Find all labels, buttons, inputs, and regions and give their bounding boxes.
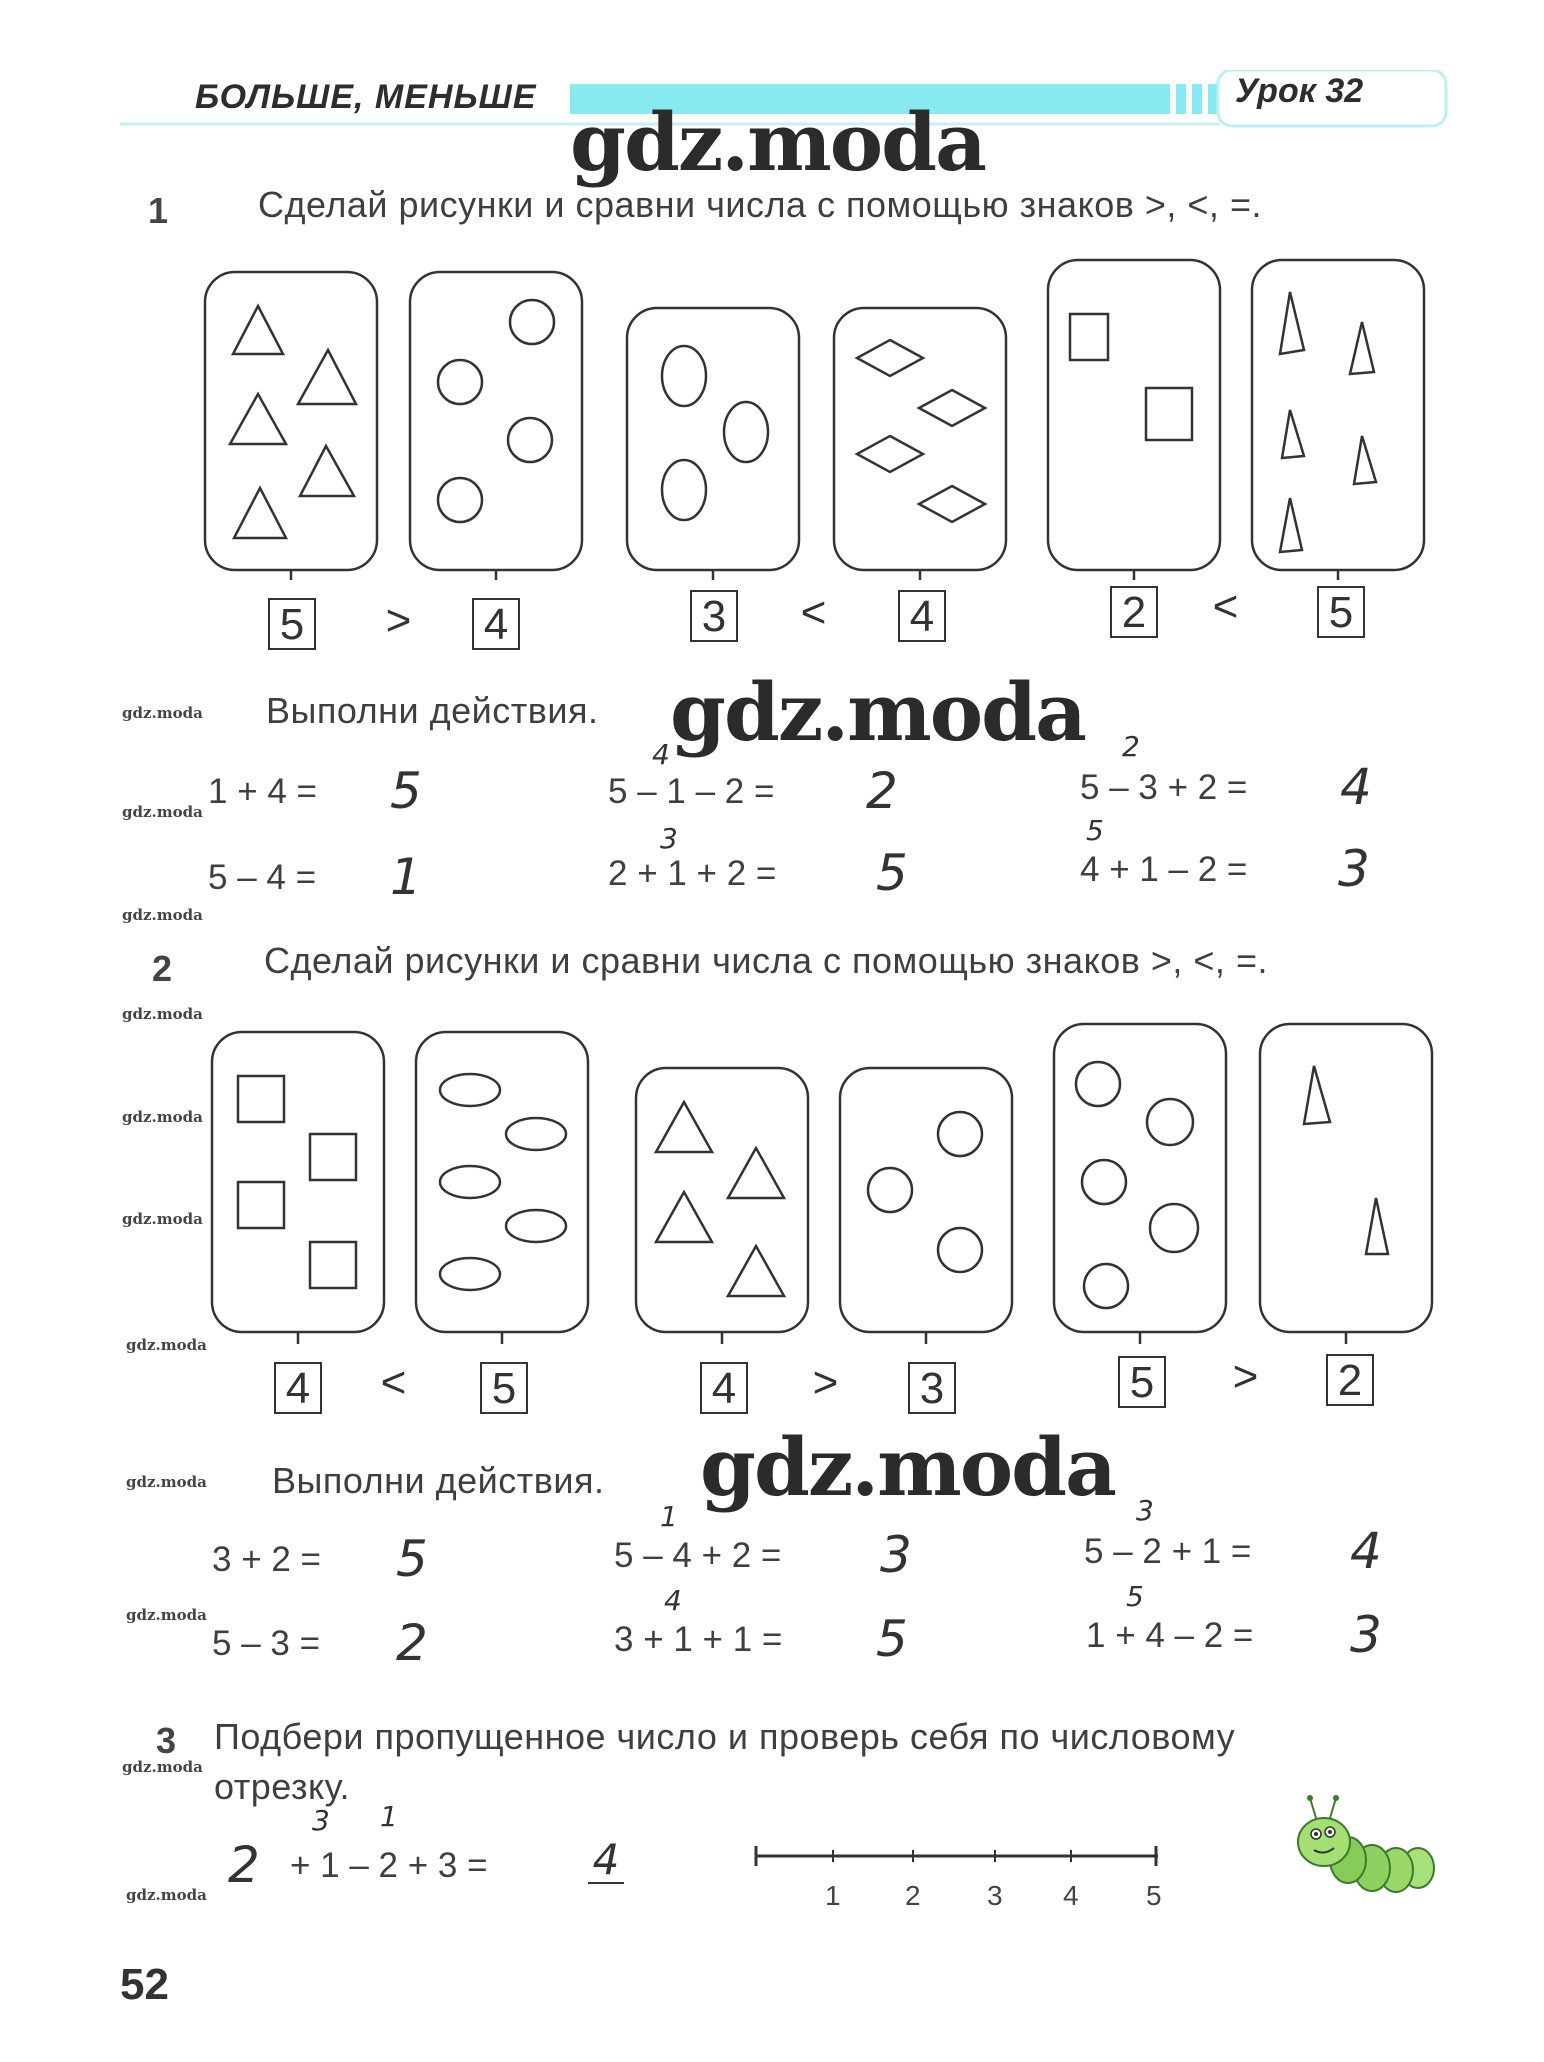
t2b-eq-2: 5 – 4 + 2 = — [614, 1536, 782, 1575]
lesson-label: Урок 32 — [1235, 72, 1364, 110]
watermark-small-5: gdz.moda — [122, 1108, 203, 1126]
number-line — [748, 1836, 1168, 1876]
t2b-ans-6: 3 — [1350, 1606, 1382, 1664]
card-diamonds-4 — [834, 308, 1006, 570]
t2b-note-3: 3 — [1136, 1494, 1154, 1527]
nl-tick-2: 2 — [905, 1880, 921, 1911]
t1b-eq-3: 5 – 3 + 2 = — [1080, 768, 1248, 807]
task-2-sign-2: > — [812, 1358, 838, 1407]
card-ellipses-5 — [416, 1032, 588, 1332]
nl-tick-1: 1 — [825, 1880, 841, 1911]
watermark-small-11: gdz.moda — [126, 1886, 207, 1904]
task-2-box-5: 5 — [1118, 1356, 1166, 1408]
t1b-eq-1: 1 + 4 = — [208, 772, 317, 811]
card-triangles-2-hand — [1260, 1024, 1432, 1332]
task-1-box-5: 2 — [1110, 586, 1158, 638]
t2b-note-2: 1 — [660, 1500, 678, 1533]
t1b-ans-6: 3 — [1338, 840, 1370, 898]
task-1-number: 1 — [148, 190, 169, 231]
t1b-ans-3: 4 — [1340, 758, 1372, 816]
t2b-ans-4: 2 — [396, 1614, 428, 1672]
task-3-note-2: 1 — [380, 1800, 398, 1833]
caterpillar-icon — [1268, 1786, 1438, 1906]
watermark-3: gdz.moda — [700, 1420, 1115, 1514]
t1b-eq-6: 4 + 1 – 2 = — [1080, 850, 1248, 889]
task-1-box-2: 4 — [472, 598, 520, 650]
task-3-note-1: 3 — [312, 1804, 330, 1837]
task-1-instruction: Сделай рисунки и сравни числа с помощью знаков >, <, =. — [258, 184, 1262, 225]
t1b-eq-5: 2 + 1 + 2 = — [608, 854, 777, 893]
t1b-ans-1: 5 — [390, 762, 422, 820]
t1b-eq-4: 5 – 4 = — [208, 858, 317, 897]
watermark-small-1: gdz.moda — [122, 704, 203, 722]
card-circles-3 — [840, 1068, 1012, 1332]
task-1-sign-2: < — [800, 588, 826, 637]
watermark-1: gdz.moda — [570, 95, 985, 189]
task-3-first: 2 — [228, 1836, 260, 1894]
watermark-small-3: gdz.moda — [122, 906, 203, 924]
task-3-instruction-2: отрезку. — [214, 1766, 351, 1807]
watermark-small-7: gdz.moda — [126, 1336, 207, 1354]
page-number: 52 — [120, 1960, 169, 2009]
task-2-sign-3: > — [1232, 1352, 1258, 1401]
task-2-pictures — [190, 1010, 1450, 1350]
task-1-box-3: 3 — [690, 590, 738, 642]
watermark-small-2: gdz.moda — [122, 803, 203, 821]
t2b-ans-5: 5 — [876, 1610, 908, 1668]
task-2-box-2: 5 — [480, 1362, 528, 1414]
t2b-eq-1: 3 + 2 = — [212, 1540, 321, 1579]
t1b-note-5: 3 — [660, 822, 678, 855]
task-2-box-6: 2 — [1326, 1354, 1374, 1406]
t2b-note-5: 4 — [664, 1584, 682, 1617]
task-1-pictures — [190, 250, 1450, 580]
t2b-note-6: 5 — [1126, 1580, 1144, 1613]
watermark-small-9: gdz.moda — [126, 1606, 207, 1624]
task-2-box-3: 4 — [700, 1362, 748, 1414]
t1b-note-3: 2 — [1122, 730, 1140, 763]
task-1-box-4: 4 — [898, 590, 946, 642]
nl-tick-3: 3 — [987, 1880, 1003, 1911]
card-ovals-3 — [627, 308, 799, 570]
task-2-box-4: 3 — [908, 1362, 956, 1414]
card-circles-4 — [410, 272, 582, 570]
task-2-box-1: 4 — [274, 1362, 322, 1414]
task-1b-instruction: Выполни действия. — [266, 690, 599, 731]
t1b-eq-2: 5 – 1 – 2 = — [608, 772, 775, 811]
t2b-eq-6: 1 + 4 – 2 = — [1086, 1616, 1254, 1655]
task-2-number: 2 — [152, 948, 173, 989]
task-2-sign-1: < — [380, 1358, 406, 1407]
t2b-eq-4: 5 – 3 = — [212, 1624, 321, 1663]
t1b-ans-2: 2 — [866, 762, 898, 820]
card-squares-2 — [1048, 260, 1220, 570]
t1b-note-2: 4 — [652, 738, 670, 771]
nl-tick-5: 5 — [1146, 1880, 1162, 1911]
watermark-2: gdz.moda — [670, 665, 1085, 759]
watermark-small-6: gdz.moda — [122, 1210, 203, 1228]
task-3-answer: 4 — [588, 1838, 624, 1884]
section-title: БОЛЬШЕ, МЕНЬШЕ — [195, 78, 537, 116]
nl-tick-4: 4 — [1063, 1880, 1079, 1911]
task-1-box-1: 5 — [268, 598, 316, 650]
task-1-sign-1: > — [385, 596, 411, 645]
t2b-ans-3: 4 — [1350, 1522, 1382, 1580]
task-3-expr: + 1 – 2 + 3 = — [290, 1846, 488, 1885]
t2b-ans-1: 5 — [396, 1530, 428, 1588]
task-3-number: 3 — [156, 1720, 177, 1761]
card-triangles-5 — [205, 272, 377, 570]
card-triangles-5-hand — [1252, 260, 1424, 570]
task-3-instruction-1: Подбери пропущенное число и проверь себя по числовому — [214, 1716, 1236, 1757]
task-1-sign-3: < — [1212, 582, 1238, 631]
t1b-ans-5: 5 — [876, 844, 908, 902]
task-2-instruction: Сделай рисунки и сравни числа с помощью знаков >, <, =. — [264, 940, 1268, 981]
t2b-eq-3: 5 – 2 + 1 = — [1084, 1532, 1252, 1571]
watermark-small-4: gdz.moda — [122, 1005, 203, 1023]
t2b-eq-5: 3 + 1 + 1 = — [614, 1620, 783, 1659]
watermark-small-10: gdz.moda — [122, 1758, 203, 1776]
t2b-ans-2: 3 — [880, 1526, 912, 1584]
task-1-box-6: 5 — [1317, 586, 1365, 638]
task-2b-instruction: Выполни действия. — [272, 1460, 605, 1501]
t1b-note-6: 5 — [1086, 814, 1104, 847]
watermark-small-8: gdz.moda — [126, 1473, 207, 1491]
t1b-ans-4: 1 — [390, 848, 422, 906]
